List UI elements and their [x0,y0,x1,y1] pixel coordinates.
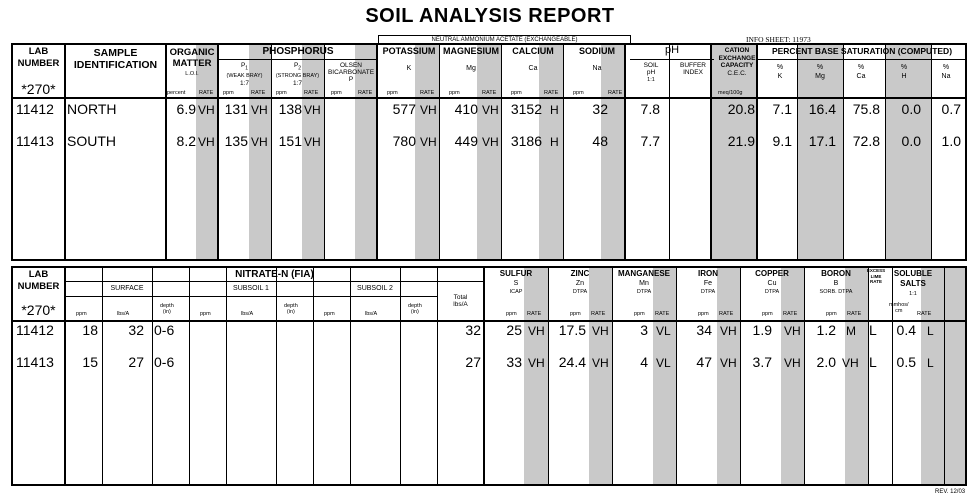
total-value: 27 [465,354,481,370]
mn-value: 4 [640,354,648,370]
surface-depth: depth (in) [160,303,174,315]
cec-header: CATION EXCHANGE CAPACITY C.E.C. [718,47,756,77]
p2-header: $P_2$ (STRONG BRAY) 1:7 [275,62,320,88]
k-rate: VH [420,135,437,149]
bs-ca-header: % Ca [856,64,866,80]
zinc-unit-ppm: ppm [570,311,581,317]
cu-value: 3.7 [752,354,772,370]
boron-symbol: B SORB. DTPA [819,280,853,295]
b-rate: M [846,324,856,338]
p2-value: 138 [278,101,302,117]
b-unit-rate: RATE [847,311,862,317]
b-value: 1.2 [816,322,836,338]
cu-value: 1.9 [752,322,772,338]
lab-number-header: LAB NUMBER [17,46,60,69]
zinc-value: 17.5 [558,322,586,338]
bs-ca-value: 72.8 [852,133,880,149]
ca-value: 3186 [510,133,542,149]
revision-label: REV. 12/03 [935,489,966,495]
bs-na-header: % Na [941,64,951,80]
b-value: 2.0 [816,354,836,370]
k-value: 780 [392,133,416,149]
surface-lbs-value: 27 [128,354,144,370]
magnesium-header: MAGNESIUM [443,46,499,56]
salts-value: 0.4 [896,322,916,338]
iron-header: IRON [698,269,718,278]
om-value: 6.9 [176,101,196,117]
mg-value: 410 [454,101,478,117]
sulfur-value: 33 [506,354,522,370]
sample-name: NORTH [67,101,117,117]
bs-ca-value: 75.8 [852,101,880,117]
sodium-header: SODIUM [579,46,615,56]
cu-unit-ppm: ppm [762,311,773,317]
subsoil2-ppm: ppm [324,311,335,317]
na-unit-ppm: ppm [573,90,584,96]
salts-rate: L [927,324,934,338]
zinc-rate: VH [592,324,609,338]
bs-na-value: 1.0 [941,133,961,149]
lab-number: 11413 [16,354,54,370]
ca-rate: H [550,103,559,117]
fe-value: 34 [696,322,712,338]
fe-unit-ppm: ppm [698,311,709,317]
p1-unit-ppm: ppm [223,90,234,96]
sulfur-symbol: S ICAP [509,280,523,295]
na-value: 32 [592,101,608,117]
zinc-header: ZINC [570,269,590,278]
k-rate: VH [420,103,437,117]
base-sat-divider [758,59,966,60]
mn-unit-rate: RATE [655,311,670,317]
lime-value: L [869,354,877,370]
sulfur-header: SULFUR [499,269,533,278]
nitrate-divider [65,281,484,282]
subsoil1-ppm: ppm [200,311,211,317]
info-sheet-number: INFO SHEET: 11973 [746,35,811,44]
sulfur-value: 25 [506,322,522,338]
surface-header: SURFACE [110,285,144,292]
mn-value: 3 [640,322,648,338]
p2-rate: VH [304,103,321,117]
copper-header: COPPER [755,269,789,278]
p1-rate: VH [251,135,268,149]
soil-ph-value: 7.7 [640,133,660,149]
bs-mg-value: 16.4 [808,101,836,117]
subsoil1-depth: depth (in) [284,303,298,315]
om-rate: VH [198,103,215,117]
copper-symbol: Cu DTPA [764,280,780,295]
salts-ratio: 1:1 [909,291,917,297]
p1-header: $P_1$ (WEAK BRAY) 1:7 [226,62,263,88]
lime-value: L [869,322,877,338]
olsen-unit-ppm: ppm [331,90,342,96]
magnesium-symbol: Mg [466,65,476,72]
p2-unit-rate: RATE [304,90,319,96]
soil-ph-header: SOIL pH 1:1 [643,62,659,83]
calcium-symbol: Ca [528,65,538,72]
organic-matter-header: ORGANIC MATTER [169,47,215,69]
subsoil2-depth: depth (in) [408,303,422,315]
salts-unit: mmhos/ cm [889,302,909,314]
potassium-symbol: K [406,65,412,72]
phosphorus-header: PHOSPHORUS [262,46,334,57]
p1-value: 131 [224,101,248,117]
sulfur-unit-ppm: ppm [506,311,517,317]
cu-rate: VH [784,324,801,338]
om-method: L.O.I. [185,71,199,77]
om-rate: VH [198,135,215,149]
surface-lbs-value: 32 [128,322,144,338]
total-value: 32 [465,322,481,338]
base-saturation-header: PERCENT BASE SATURATION (COMPUTED) [771,46,953,56]
b-rate: VH [842,356,859,370]
bs-h-value: 0.0 [901,133,921,149]
excess-lime-header: EXCESS LIME RATE [866,268,886,284]
mn-rate: VL [656,324,671,338]
surface-depth-value: 0-6 [154,322,175,338]
mg-unit-rate: RATE [482,90,497,96]
k-unit-ppm: ppm [387,90,398,96]
cec-unit: meq/100g [718,90,743,96]
mg-rate: VH [482,103,499,117]
buffer-index-header: BUFFER INDEX [680,62,706,76]
bs-k-value: 7.1 [772,101,792,117]
p1-value: 135 [224,133,248,149]
soil-ph-value: 7.8 [640,101,660,117]
potassium-header: POTASSIUM [382,46,436,56]
cec-value: 20.8 [727,101,755,117]
mn-unit-ppm: ppm [634,311,645,317]
sulfur-rate: VH [528,356,545,370]
cu-unit-rate: RATE [783,311,798,317]
surface-divider [65,296,437,297]
zinc-symbol: Zn DTPA [572,280,588,295]
mn-rate: VL [656,356,671,370]
bs-mg-value: 17.1 [808,133,836,149]
mg-unit-ppm: ppm [449,90,460,96]
ca-value: 3152 [510,101,542,117]
lab-number: 11412 [16,101,54,117]
p2-unit-ppm: ppm [276,90,287,96]
manganese-header: MANGANESE [617,269,670,278]
k-unit-rate: RATE [420,90,435,96]
sulfur-rate: VH [528,324,545,338]
p2-value: 151 [278,133,302,149]
surface-depth-value: 0-6 [154,354,175,370]
neutral-divider [378,44,630,45]
lab-number-header: LAB NUMBER [17,269,60,292]
p1-unit-rate: RATE [251,90,266,96]
subsoil1-lbs: lbs/A [241,311,254,317]
surface-ppm-value: 18 [82,322,98,338]
iron-symbol: Fe DTPA [700,280,716,295]
bs-k-value: 9.1 [772,133,792,149]
lab-number-barcode: *270* [21,302,56,318]
sulfur-unit-rate: RATE [527,311,542,317]
om-unit-percent: percent [167,90,186,96]
p1-rate: VH [251,103,268,117]
salts-rate: L [927,356,934,370]
ph-divider [630,59,714,60]
surface-lbs: lbs/A [117,311,130,317]
olsen-unit-rate: RATE [358,90,373,96]
fe-value: 47 [696,354,712,370]
surface-ppm-value: 15 [82,354,98,370]
ca-rate: H [550,135,559,149]
lab-number: 11413 [16,133,54,149]
surface-ppm: ppm [76,311,87,317]
na-value: 48 [592,133,608,149]
salts-value: 0.5 [896,354,916,370]
bs-h-value: 0.0 [901,101,921,117]
ca-unit-rate: RATE [544,90,559,96]
mg-rate: VH [482,135,499,149]
salts-rate-unit: RATE [917,311,932,317]
lab-number-barcode: *270* [21,81,56,97]
fe-unit-rate: RATE [719,311,734,317]
na-unit-rate: RATE [608,90,623,96]
nitrate-header: NITRATE-N (FIA) [235,269,314,280]
sample-name: SOUTH [67,133,116,149]
mg-value: 449 [454,133,478,149]
zinc-rate: VH [592,356,609,370]
om-unit-rate: RATE [199,90,214,96]
lab-number: 11412 [16,322,54,338]
zinc-unit-rate: RATE [591,311,606,317]
bs-na-value: 0.7 [941,101,961,117]
sample-id-header: SAMPLE IDENTIFICATION [73,47,158,71]
olsen-header: OLSEN BICARBONATE P [327,62,375,83]
sodium-symbol: Na [592,65,602,72]
fe-rate: VH [720,356,737,370]
calcium-header: CALCIUM [512,46,554,56]
p2-rate: VH [304,135,321,149]
ca-unit-ppm: ppm [511,90,522,96]
manganese-symbol: Mn DTPA [636,280,652,295]
subsoil2-lbs: lbs/A [365,311,378,317]
soluble-salts-header: SOLUBLE SALTS [893,269,933,288]
bottom-table-grid [12,267,966,485]
bs-k-header: % K [776,64,784,80]
subsoil1-header: SUBSOIL 1 [233,285,269,292]
fe-rate: VH [720,324,737,338]
total-header: Total lbs/A [453,294,468,308]
bs-mg-header: % Mg [815,64,825,80]
bs-h-header: % H [900,64,908,80]
cu-rate: VH [784,356,801,370]
phosphorus-divider [218,59,378,60]
ph-header: pH [664,44,680,56]
boron-header: BORON [821,269,851,278]
cec-value: 21.9 [727,133,755,149]
zinc-value: 24.4 [558,354,586,370]
b-unit-ppm: ppm [826,311,837,317]
om-value: 8.2 [176,133,196,149]
k-value: 577 [392,101,416,117]
report-title: SOIL ANALYSIS REPORT [365,5,615,27]
subsoil2-header: SUBSOIL 2 [357,285,393,292]
neutral-acetate-label: NEUTRAL AMMONIUM ACETATE (EXCHANGEABLE) [431,37,578,43]
